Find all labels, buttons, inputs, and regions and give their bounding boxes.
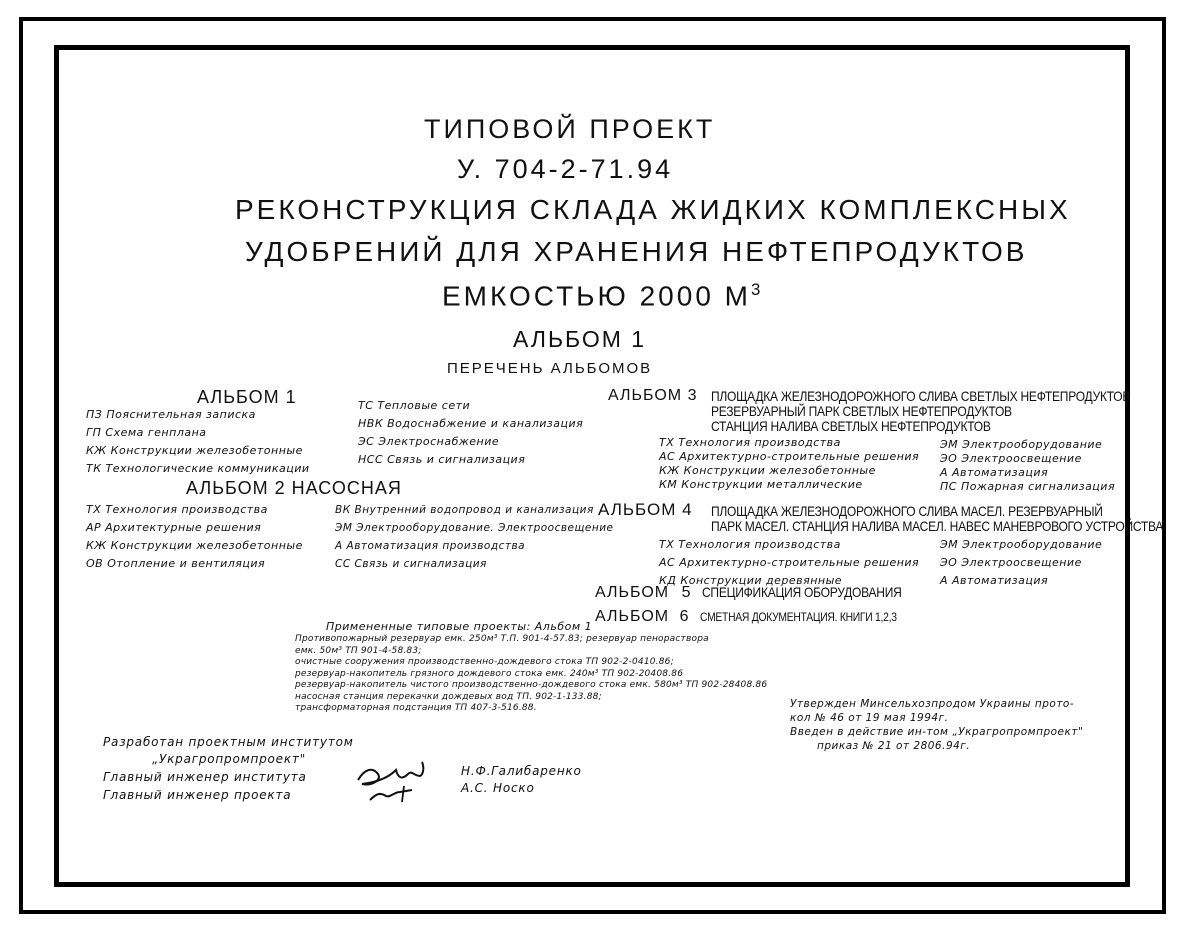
applied-line: резервуар-накопитель чистого производственно-дождевого стока емк. 580м³ ТП 902-28408.86 xyxy=(295,680,768,690)
album1-item: ТС Тепловые сети xyxy=(358,399,471,412)
header-line3: РЕКОНСТРУКЦИЯ СКЛАДА ЖИДКИХ КОМПЛЕКСНЫХ xyxy=(235,194,1071,225)
developer-line4: Главный инженер проекта xyxy=(103,788,292,802)
chief-engineer-name: Н.Ф.Галибаренко xyxy=(461,764,582,778)
album1-title: АЛЬБОМ 1 xyxy=(197,387,297,407)
album2-item: ЭМ Электрооборудование. Электроосвещение xyxy=(335,522,614,534)
album1-item: ПЗ Пояснительная записка xyxy=(86,408,256,421)
header-project-code: У. 704-2-71.94 xyxy=(457,154,674,184)
album2-left-list xyxy=(86,501,303,573)
header-capacity: ЕМКОСТЬЮ 2000 М xyxy=(442,280,752,312)
album2-title: АЛЬБОМ 2 НАСОСНАЯ xyxy=(186,478,402,498)
album2-item: АР Архитектурные решения xyxy=(86,521,262,534)
album3-item: АС Архитектурно-строительные решения xyxy=(659,450,920,463)
album4-item: АС Архитектурно-строительные решения xyxy=(659,556,920,569)
applied-line: очистные сооружения производственно-дождевого стока ТП 902-2-0410.86; xyxy=(295,657,674,667)
album1-right-list xyxy=(358,397,583,469)
album4-desc-line: ПЛОЩАДКА ЖЕЛЕЗНОДОРОЖНОГО СЛИВА МАСЕЛ. РЕЗЕРВУАРНЫЙ xyxy=(711,503,1103,519)
album3-desc xyxy=(711,389,1130,434)
album3-item: КМ Конструкции металлические xyxy=(659,478,863,491)
album1-item: КЖ Конструкции железобетонные xyxy=(86,444,303,457)
developer-line3: Главный инженер института xyxy=(103,770,307,784)
album2-item: ОВ Отопление и вентиляция xyxy=(86,557,266,570)
list-title: ПЕРЕЧЕНЬ АЛЬБОМОВ xyxy=(447,360,653,377)
header-line4: УДОБРЕНИЙ ДЛЯ ХРАНЕНИЯ НЕФТЕПРОДУКТОВ xyxy=(245,236,1028,267)
album3-item: ЭМ Электрооборудование xyxy=(940,438,1103,451)
album4-title: АЛЬБОМ 4 xyxy=(598,500,693,519)
developer-line2: „Украгропромпроект" xyxy=(152,752,307,766)
applied-title: Примененные типовые проекты: Альбом 1 xyxy=(326,620,593,633)
header-line5 xyxy=(442,280,763,312)
header-line1: ТИПОВОЙ ПРОЕКТ xyxy=(424,114,716,144)
album3-item: ЭО Электроосвещение xyxy=(940,452,1082,465)
album3-desc-line: ПЛОЩАДКА ЖЕЛЕЗНОДОРОЖНОГО СЛИВА СВЕТЛЫХ НЕФТЕПРОДУКТОВ xyxy=(711,388,1131,404)
approved-block xyxy=(790,697,1083,753)
album6-num: 6 xyxy=(679,608,690,625)
album6-desc: СМЕТНАЯ ДОКУМЕНТАЦИЯ. КНИГИ 1,2,3 xyxy=(699,610,897,624)
album1-left-list xyxy=(86,406,310,478)
header-capacity-sup: 3 xyxy=(751,280,764,299)
approved-line: Утвержден Минсельхозпродом Украины прото- xyxy=(790,698,1075,710)
album4-item: А Автоматизация xyxy=(940,574,1049,587)
applied-list xyxy=(295,634,767,715)
album5-desc: СПЕЦИФИКАЦИЯ ОБОРУДОВАНИЯ xyxy=(701,584,902,600)
album1-item: НСС Связь и сигнализация xyxy=(358,453,526,466)
applied-line: насосная станция перекачки дождевых вод ТП. 902-1-133.88; xyxy=(295,691,602,702)
album4-left-list xyxy=(659,535,919,590)
applied-line: Противопожарный резервуар емк. 250м³ Т.П. 901-4-57.83; резервуар пенораствора xyxy=(295,634,709,644)
album2-right-list xyxy=(335,501,614,573)
header-album: АЛЬБОМ 1 xyxy=(513,326,647,352)
album1-item: ЭС Электроснабжение xyxy=(358,435,500,448)
album4-item: КД Конструкции деревянные xyxy=(659,574,843,587)
approved-line: приказ № 21 от 2806.94г. xyxy=(817,740,971,752)
project-engineer-name: А.С. Носко xyxy=(461,781,535,795)
album3-left-list xyxy=(659,436,919,492)
album5-title: АЛЬБОМ xyxy=(595,584,670,601)
album1-item: ТК Технологические коммуникации xyxy=(86,462,310,475)
album3-item: ТХ Технология производства xyxy=(659,436,841,449)
signature-chief-engineer-institute xyxy=(350,756,435,808)
album3-desc-line: РЕЗЕРВУАРНЫЙ ПАРК СВЕТЛЫХ НЕФТЕПРОДУКТОВ xyxy=(711,403,1012,419)
developer-line1: Разработан проектным институтом xyxy=(103,735,354,749)
album5-row xyxy=(595,584,934,602)
album1-item: ГП Схема генплана xyxy=(86,426,207,439)
album4-item: ТХ Технология производства xyxy=(659,538,841,551)
album3-item: А Автоматизация xyxy=(940,466,1049,479)
album2-item: КЖ Конструкции железобетонные xyxy=(86,539,303,552)
album2-item: ВК Внутренний водопровод и канализация xyxy=(335,504,594,516)
album3-title: АЛЬБОМ 3 xyxy=(608,387,698,404)
album1-item: НВК Водоснабжение и канализация xyxy=(358,417,584,430)
applied-line: емк. 50м³ ТП 901-4-58.83; xyxy=(295,645,422,656)
album4-desc-line: ПАРК МАСЕЛ. СТАНЦИЯ НАЛИВА МАСЕЛ. НАВЕС МАНЕВРОВОГО УСТРОЙСТВА xyxy=(711,518,1164,534)
album4-right-list xyxy=(940,535,1102,590)
album6-row xyxy=(595,608,929,626)
album3-item: ПС Пожарная сигнализация xyxy=(940,480,1116,493)
album4-item: ЭО Электроосвещение xyxy=(940,556,1082,569)
album3-desc-line: СТАНЦИЯ НАЛИВА СВЕТЛЫХ НЕФТЕПРОДУКТОВ xyxy=(711,418,991,434)
album4-item: ЭМ Электрооборудование xyxy=(940,538,1103,551)
album3-right-list xyxy=(940,438,1115,494)
album2-item: ТХ Технология производства xyxy=(86,503,268,516)
album2-item: СС Связь и сигнализация xyxy=(335,558,487,570)
album4-desc xyxy=(711,504,1163,534)
album5-num: 5 xyxy=(681,584,692,601)
applied-line: трансформаторная подстанция ТП 407-3-516.88. xyxy=(295,703,537,713)
album2-item: А Автоматизация производства xyxy=(335,540,526,552)
album3-item: КЖ Конструкции железобетонные xyxy=(659,464,876,477)
applied-line: резервуар-накопитель грязного дождевого стока емк. 240м³ ТП 902-20408.86 xyxy=(295,668,684,679)
approved-line: кол № 46 от 19 мая 1994г. xyxy=(790,712,949,724)
album6-title: АЛЬБОМ xyxy=(595,608,670,625)
approved-line: Введен в действие ин-том „Украгропромпроект" xyxy=(790,726,1084,738)
